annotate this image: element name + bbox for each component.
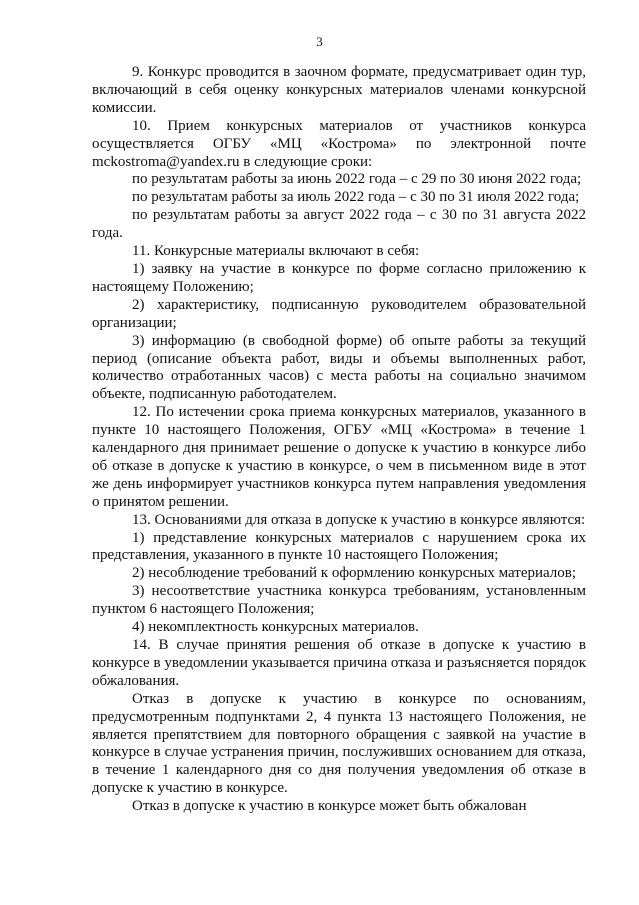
paragraph-item-11: 11. Конкурсные материалы включают в себя:	[132, 243, 420, 260]
paragraph-refusal-grounds: Отказ в допуске к участию в конкурсе по основаниям, предусмотренным подпунктами 2, 4 пункта 13 настоящего Положения, не является препятствием для повторного обращения с заявкой на участие в конкурсе в случае устранения причин, послуживших основанием для отказа, в течение 1 календарного дня со дня получения уведомления об отказе в допуске к участию в конкурсе.	[92, 690, 586, 797]
subitem-13-1: 1) представление конкурсных материалов с нарушением срока их представления, указанного в пункте 10 настоящего Положения;	[92, 529, 586, 564]
paragraph-item-13: 13. Основаниями для отказа в допуске к участию в конкурсе являются:	[132, 511, 586, 528]
subitem-13-2: 2) несоблюдение требований к оформлению конкурсных материалов;	[132, 565, 577, 582]
paragraph-item-12: 12. По истечении срока приема конкурсных материалов, указанного в пункте 10 настоящего Положения, ОГБУ «МЦ «Кострома» в течение 1 календарного дня принимает решение о допуске к участию в конкурсе либо об отказе в допуске к участию в конкурсе, о чем в письменном виде в этот же день информирует участников конкурса путем направления уведомления о принятом решении.	[92, 404, 586, 510]
subitem-13-3: 3) несоответствие участника конкурса требованиям, установленным пунктом 6 настоящего Положения;	[92, 583, 586, 618]
deadline-june: по результатам работы за июнь 2022 года – с 29 по 30 июня 2022 года;	[132, 171, 582, 188]
subitem-11-1: 1) заявку на участие в конкурсе по форме согласно приложению к настоящему Положению;	[92, 260, 586, 295]
paragraph-refusal-appeal: Отказ в допуске к участию в конкурсе может быть обжалован	[132, 798, 527, 815]
paragraph-item-9: 9. Конкурс проводится в заочном формате, предусматривает один тур, включающий в себя оценку конкурсных материалов членами конкурсной комиссии.	[92, 64, 586, 116]
page-number: 3	[316, 34, 323, 49]
document-body	[92, 64, 586, 816]
paragraph-item-14: 14. В случае принятия решения об отказе в допуске к участию в конкурсе в уведомлении указывается причина отказа и разъясняется порядок обжалования.	[92, 637, 586, 689]
subitem-11-2: 2) характеристику, подписанную руководителем образовательной организации;	[92, 296, 586, 331]
deadline-august: по результатам работы за август 2022 года – с 30 по 31 августа 2022 года.	[92, 207, 586, 242]
paragraph-item-10: 10. Прием конкурсных материалов от участников конкурса осуществляется ОГБУ «МЦ «Кострома» по электронной почте mckostroma@yandex.ru в следующие сроки:	[92, 117, 586, 170]
deadline-july: по результатам работы за июль 2022 года – с 30 по 31 июля 2022 года;	[132, 189, 580, 206]
subitem-11-3: 3) информацию (в свободной форме) об опыте работы за текущий период (описание объекта работ, виды и объемы выполненных работ, количество отработанных часов) с места работы на социально значимом объекте, подписанную работодателем.	[92, 332, 586, 403]
subitem-13-4: 4) некомплектность конкурсных материалов.	[132, 619, 419, 636]
